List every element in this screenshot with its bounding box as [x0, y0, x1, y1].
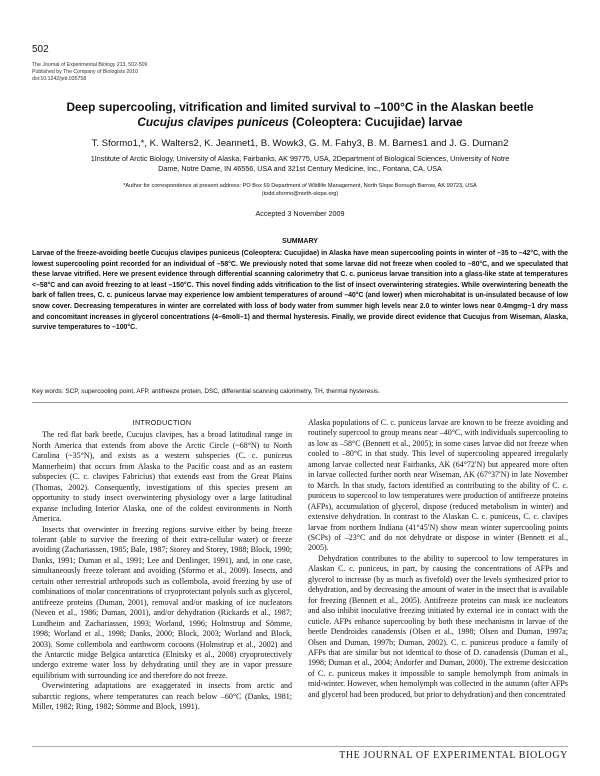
- publisher-line: Published by The Company of Biologists 2010: [32, 69, 139, 75]
- doi-line: doi:10.1242/jeb.035758: [32, 76, 87, 82]
- summary-text: Larvae of the freeze-avoiding beetle Cucujus clavipes puniceus (Coleoptera: Cucujidae) in Alaska have mean supercooling points in winter of –35 to –42°C, with the lowest supercooling point recorded for an individual of –58°C. We previously noted that some larvae did not freeze when cooled to –80°C, and we speculated that these larvae vitrified. Here we present evidence through differential scanning calorimetry that C. c. puniceus larvae transition into a glass-like state at temperatures <–58°C and can avoid freezing to at least –150°C. This novel finding adds vitrification to the list of insect overwintering strategies. While overwintering beneath the bark of fallen trees, C. c. puniceus larvae may experience low ambient temperatures of around –40°C (and lower) when microhabitat is un-insulated because of low snow cover. Decreasing temperatures in winter are correlated with loss of body water from summer high levels near 2.0 to winter lows near 0.4mgmg–1 dry mass and concomitant increases in glycerol concentrations (4–6molI–1) and thermal hysteresis. Finally, we provide direct evidence that Cucujus from Wiseman, Alaska, survive temperatures to –100°C.: [32, 250, 568, 332]
- correspondence-note: [40, 182, 560, 198]
- paragraph: The red flat bark beetle, Cucujus clavipes, has a broad latitudinal range in North America that extends from above the Arctic Circle (~68°N) to North Carolina (~35°N), and exists as a western subspecies (C. c. puniceus Mannerheim) that occurs from Alaska to the Pacific coast and as an eastern subspecies (C. c. clavipes Fabricius) that extends east from the Great Plains (Thomas, 2002). Consequently, investigations of this species present an opportunity to study insect overwintering physiology over a large latitudinal expanse including Interior Alaska, one of the coldest environments in North America.: [32, 430, 292, 524]
- introduction-heading: INTRODUCTION: [132, 418, 192, 427]
- correspondence-line-1: *Author for correspondence at present address: PO Box 69 Department of Wildlife Management, North Slope Borough Barrow, AK 99723, USA: [123, 183, 477, 189]
- affiliation-line-1: 1Institute of Arctic Biology, University of Alaska, Fairbanks, AK 99775, USA, 2Department of Biological Sciences, University of Notre: [90, 154, 510, 163]
- page-number: 502: [32, 44, 49, 55]
- section-divider: [32, 402, 568, 403]
- title-line-2: [40, 115, 560, 130]
- left-column: [32, 418, 292, 713]
- paragraph: Alaska populations of C. c. puniceus larvae are known to be freeze avoiding and routinely supercool to group means near –40°C, with individuals supercooling to as low as –58°C (Bennett et al., 2005); in some cases larvae did not freeze when cooled to –80°C in that study. This level of supercooling appeared irregularly among larvae collected near Fairbanks, AK (64°72′N) but appeared more often in larvae collected further north near Wiseman, AK (67°37′N) in late November to March. In that study, factors identified as contributing to the ability of C. c. puniceus to supercool to low temperatures were production of antifreeze proteins (AFPs), accumulation of glycerol, dispose (reduced metabolism in winter) and extensive dehydration. In contrast to the Alaskan C. c. puniceus, C. c. clavipes larvae from northern Indiana (41°45′N) show mean winter supercooling points (SCPs) of –23°C and do not dehydrate or dispose in winter (Bennett et al., 2005).: [308, 418, 568, 553]
- journal-footer: [32, 746, 568, 765]
- title-rest: (Coleoptera: Cucujidae) larvae: [288, 115, 463, 129]
- affiliations: [40, 154, 560, 173]
- keywords: Key words: SCP, supercooling point, AFP, antifreeze protein, DSC, differential scanning calorimetry, TH, thermal hysteresis.: [32, 388, 380, 395]
- author-list: T. Sformo1,*, K. Walters2, K. Jeannet1, B. Wowk3, G. M. Fahy3, B. M. Barnes1 and J. G. Duman2: [91, 138, 509, 149]
- paragraph: Dehydration contributes to the ability to supercool to low temperatures in Alaskan C. c. puniceus, in part, by causing the concentrations of AFPs and glycerol to increase (by as much as fivefold) over the levels synthesized prior to dehydration, and by decreasing the amount of water in the insect that is available for freezing (Bennett et al., 2005). Antifreeze proteins can mask ice nucleators and also inhibit inoculative freezing initiated by external ice in contact with the cuticle. AFPs enhance supercooling by both these mechanisms in larvae of the beetle Dendroides canadensis (Olsen et al., 1998; Olsen and Duman, 1997a; Olsen and Duman, 1997b; Duman, 2002). C. c. puniceus produce a family of AFPs that are similar but not identical to those of D. canadensis (Duman et al., 1998; Duman et al., 2004; Andorfer and Duman, 2000). The extreme desiccation of C. c. puniceus makes it impossible to sample hemolymph from animals in mid-winter. However, when hemolymph was collected in the autumn (after AFPs and glycerol had been produced, but prior to dehydration) and then concentrated: [308, 553, 568, 699]
- affiliation-line-2: Dame, Notre Dame, IN 46556, USA and 321st Century Medicine, Inc., Fontana, CA, USA: [158, 163, 442, 173]
- title-line-1: Deep supercooling, vitrification and limited survival to –100°C in the Alaskan beetle: [66, 100, 534, 114]
- title-species: Cucujus clavipes puniceus: [137, 115, 289, 129]
- journal-citation: The Journal of Experimental Biology 213, 502-509: [32, 62, 148, 68]
- footer-journal-name: THE JOURNAL OF EXPERIMENTAL BIOLOGY: [339, 750, 568, 761]
- correspondence-line-2: (todd.sformo@north-slope.org): [261, 191, 339, 197]
- right-column: [308, 418, 568, 700]
- article-title: [40, 100, 560, 130]
- paragraph: Insects that overwinter in freezing regions survive either by being freeze tolerant (able to survive the freezing of their extra-cellular water) or freeze avoiding (Zachariassen, 1985; Bale, 1987; Storey and Storey, 1988; Block, 1990; Danks, 1991; Duman et al., 1991; Lee and Denlinger, 1991), and, in one case, simultaneously freeze tolerant and avoiding (Sformo et al., 2009). Insects, and certain other terrestrial arthropods such as collembola, avoid freezing by use of combinations of molar concentrations of cryoprotectant polyols such as glycerol, antifreeze proteins (Duman, 2001), removal and/or masking of ice nucleators (Neven et al., 1986; Duman, 2001), and/or dehydration (Rickards et al., 1987; Lundheim and Zachariassen, 1993; Worland, 1996; Holmstrup and Sömme, 1998; Worland et al., 1998; Danks, 2000; Block, 2003; Worland and Block, 2003). Some collembola and earthworm cocoons (Holmstrup et al., 2002) and the Antarctic midge Belgica antarctica (Elnitsky et al., 2008) cryoprotectively undergo extreme water loss by dehydrating until they are in vapor pressure equilibrium with surrounding ice and therefore do not freeze.: [32, 524, 292, 680]
- journal-meta: [32, 62, 147, 83]
- accepted-date: Accepted 3 November 2009: [255, 209, 345, 218]
- paragraph: Overwintering adaptations are exaggerated in insects from arctic and subarctic regions, where temperatures can reach below –60°C (Danks, 1981; Miller, 1982; Ring, 1982; Sömme and Block, 1991).: [32, 681, 292, 712]
- summary-heading: SUMMARY: [282, 238, 318, 245]
